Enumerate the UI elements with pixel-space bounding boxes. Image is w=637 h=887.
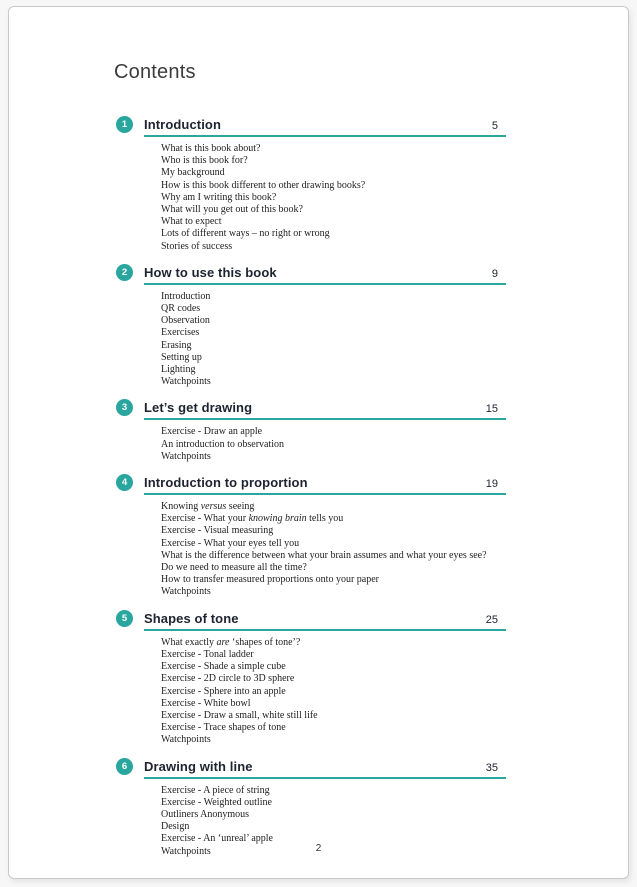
section-number-badge: 3	[116, 399, 133, 416]
toc-section-header	[121, 758, 506, 779]
toc-section	[121, 475, 506, 599]
toc-item: Exercise - What your eyes tell you	[161, 537, 300, 549]
toc-item: Exercise - Shade a simple cube	[161, 661, 286, 673]
section-title: Introduction to proportion	[144, 475, 308, 491]
toc-section-header	[121, 117, 506, 137]
section-number-badge: 2	[116, 264, 133, 281]
toc-item: Who is this book for?	[161, 155, 248, 167]
section-item-list	[144, 291, 506, 389]
toc-item: Lots of different ways – no right or wrong	[161, 228, 330, 240]
toc-section	[121, 117, 506, 253]
toc-item: Exercise - Trace shapes of tone	[161, 722, 286, 734]
toc-item: What is the difference between what your brain assumes and what your eyes see?	[161, 549, 487, 561]
toc	[121, 117, 506, 858]
toc-section-header	[121, 475, 506, 495]
toc-item: Exercise - Visual measuring	[161, 525, 274, 537]
toc-item: Erasing	[161, 339, 192, 351]
toc-item: What exactly are ‘shapes of tone’?	[161, 636, 301, 648]
toc-item: An introduction to observation	[161, 438, 285, 450]
toc-item: Exercise - Tonal ladder	[161, 648, 254, 660]
toc-item: Outliners Anonymous	[161, 808, 250, 820]
section-page-number: 35	[485, 761, 498, 774]
toc-item: Exercise - Draw an apple	[161, 426, 263, 438]
toc-item: Watchpoints	[161, 734, 211, 746]
section-number-badge: 5	[116, 610, 133, 627]
section-number-badge: 6	[116, 758, 133, 775]
section-page-number: 15	[485, 403, 498, 416]
toc-item: Introduction	[161, 290, 211, 302]
toc-section-header	[121, 610, 506, 631]
section-item-list	[144, 143, 506, 253]
toc-item: Exercise - An ‘unreal’ apple	[161, 833, 273, 845]
toc-item: What is this book about?	[161, 143, 261, 154]
toc-item: How to transfer measured proportions onto your paper	[161, 574, 379, 586]
toc-item: Observation	[161, 315, 210, 327]
toc-section	[121, 400, 506, 463]
toc-item: What will you get out of this book?	[161, 204, 303, 216]
section-page-number: 5	[491, 120, 498, 132]
section-page-number: 25	[485, 613, 498, 626]
book-page	[8, 6, 629, 879]
toc-item: Watchpoints	[161, 450, 211, 462]
section-title: Introduction	[144, 117, 222, 132]
toc-item: Watchpoints	[161, 376, 211, 388]
toc-item: Exercises	[161, 327, 200, 339]
toc-item: Exercise - A piece of string	[161, 784, 270, 796]
toc-section-header	[121, 400, 506, 420]
section-item-list	[144, 426, 506, 463]
toc-item: Why am I writing this book?	[161, 191, 277, 203]
toc-section	[121, 610, 506, 747]
toc-item: Do we need to measure all the time?	[161, 562, 307, 574]
footer-page-number: 2	[315, 843, 322, 854]
toc-item: What to expect	[161, 216, 222, 228]
section-page-number: 9	[491, 267, 498, 280]
toc-item: Watchpoints	[161, 586, 211, 598]
toc-item: Exercise - Weighted outline	[161, 796, 272, 808]
section-item-list	[144, 501, 506, 599]
toc-item: Design	[161, 821, 190, 833]
toc-item: Setting up	[161, 351, 202, 363]
section-page-number: 19	[485, 478, 498, 491]
toc-item: Stories of success	[161, 240, 233, 252]
toc-item: Exercise - Sphere into an apple	[161, 685, 286, 697]
toc-item: QR codes	[161, 303, 201, 315]
toc-item: Exercise - Draw a small, white still life	[161, 709, 318, 721]
section-title: Let’s get drawing	[144, 400, 253, 416]
section-title: Drawing with line	[144, 758, 253, 774]
toc-item: Exercise - White bowl	[161, 697, 251, 709]
section-number-badge: 1	[116, 116, 133, 133]
toc-section-header	[121, 264, 506, 285]
toc-item: Watchpoints	[161, 845, 211, 857]
toc-item: How is this book different to other drawing books?	[161, 179, 366, 191]
toc-item: Exercise - What your knowing brain tells you	[161, 513, 344, 525]
section-item-list	[144, 637, 506, 747]
toc-item: Lighting	[161, 364, 196, 376]
toc-item: Exercise - 2D circle to 3D sphere	[161, 673, 295, 685]
toc-section	[121, 264, 506, 389]
section-title: How to use this book	[144, 264, 277, 280]
toc-item: My background	[161, 167, 225, 179]
toc-item: Knowing versus seeing	[161, 501, 255, 513]
page-title: Contents	[114, 61, 196, 83]
section-title: Shapes of tone	[144, 610, 239, 626]
section-number-badge: 4	[116, 474, 133, 491]
